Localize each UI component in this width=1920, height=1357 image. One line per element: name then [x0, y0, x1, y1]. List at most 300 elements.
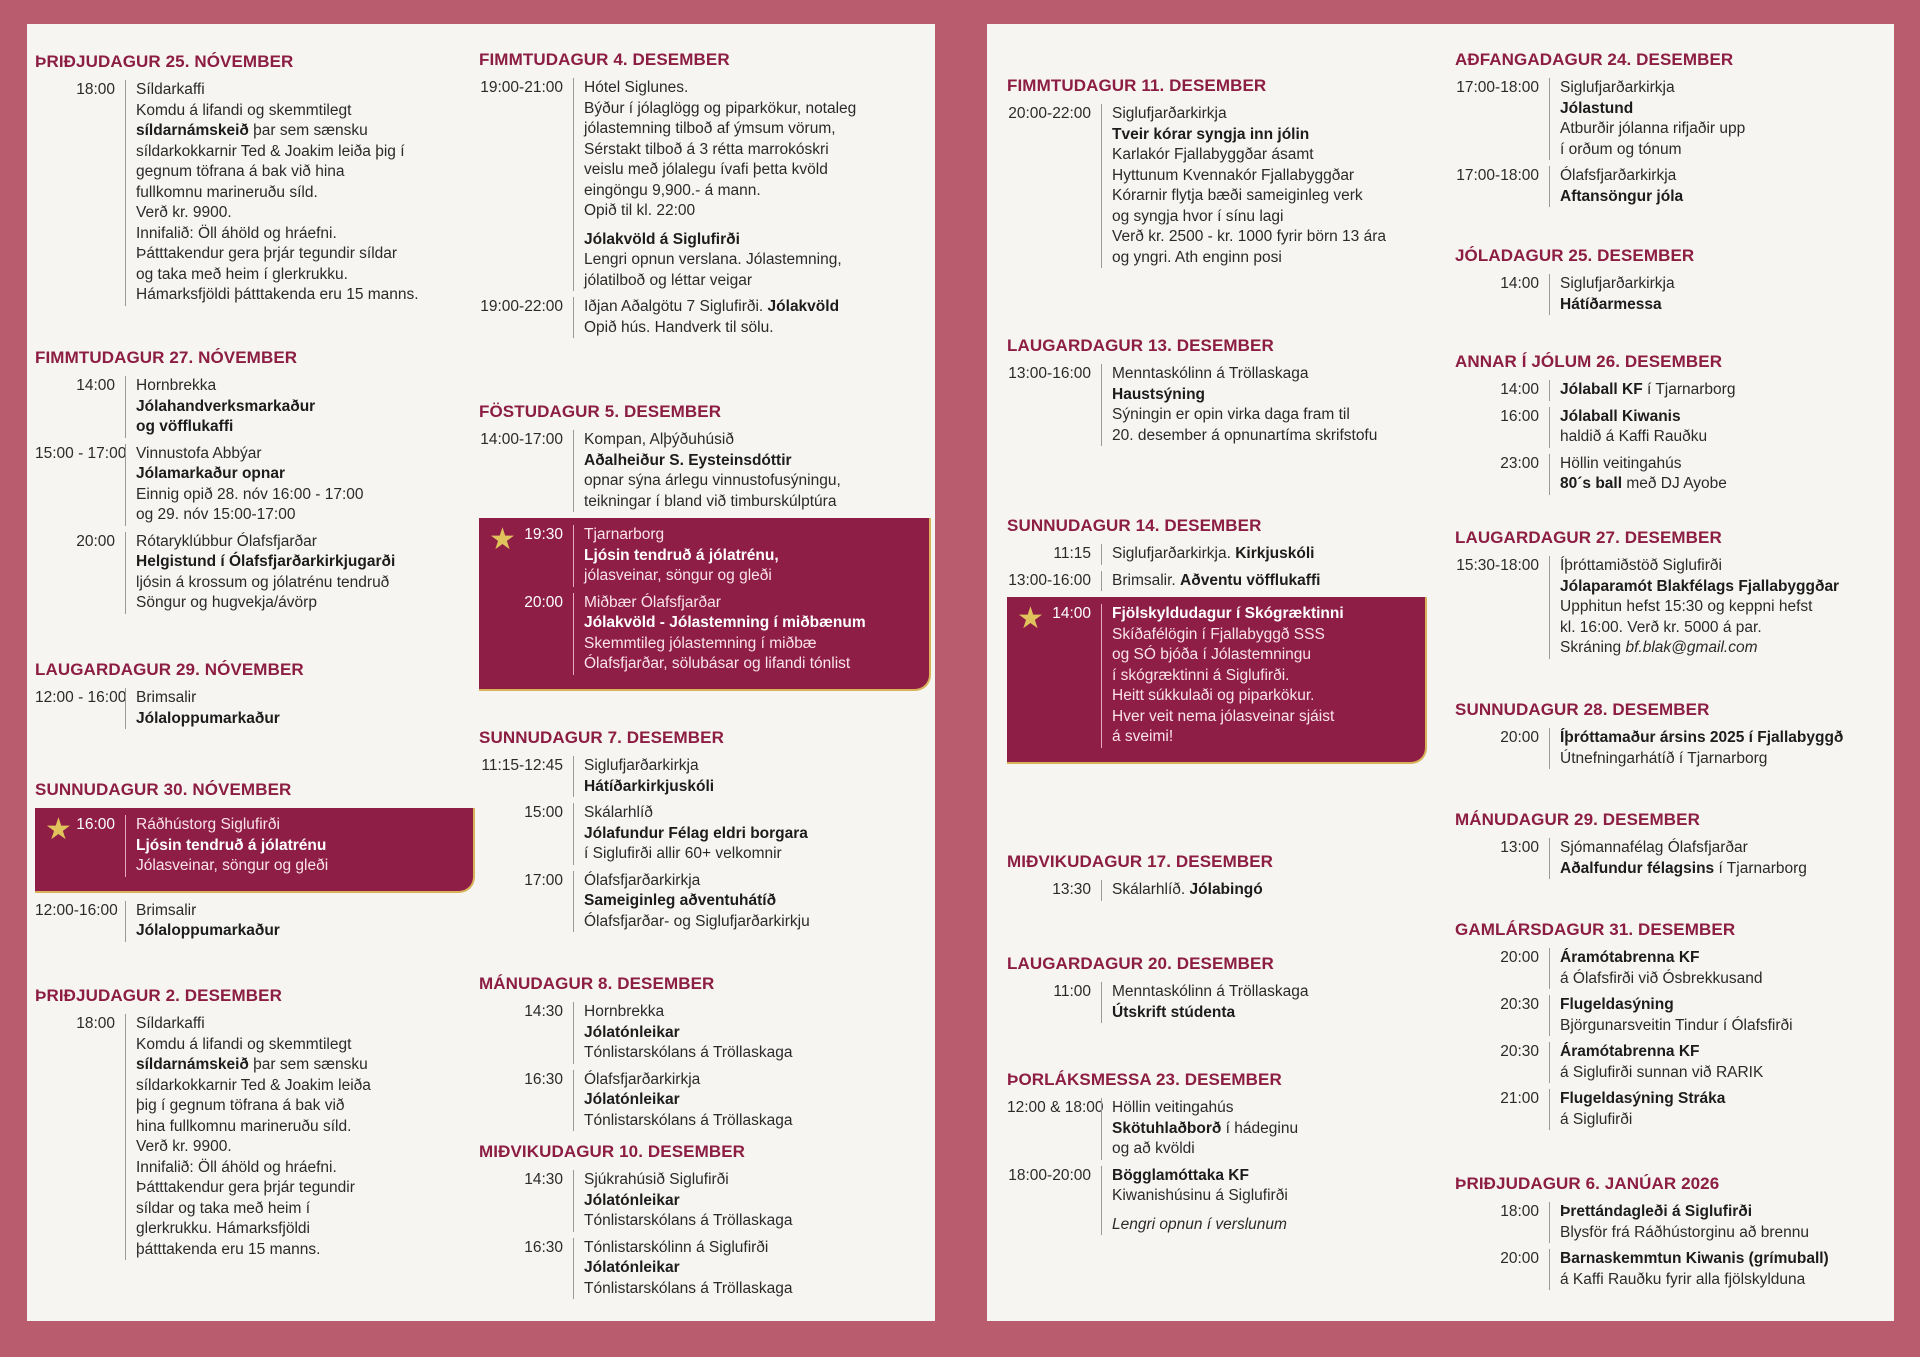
event-line [1112, 186, 1386, 207]
event-text: Brimsalir. [1112, 571, 1181, 589]
event-line [584, 1070, 793, 1091]
event-highlight-text: Aðalfundur félagsins [1560, 859, 1715, 877]
event-line [1112, 207, 1386, 228]
event-line [1560, 295, 1675, 316]
event-text: síldarkokkarnir Ted & Joakim leiða þig í [136, 142, 405, 160]
event-details [573, 1002, 793, 1064]
event-highlight-text: Jólastund [1560, 99, 1634, 117]
event-highlight-text: Bögglamóttaka KF [1112, 1166, 1249, 1184]
event-time: 12:00 - 16:00 [35, 689, 127, 706]
event [479, 593, 929, 675]
day-section [35, 52, 475, 312]
event-details [1101, 104, 1386, 268]
event-highlight-text: Jólabingó [1189, 881, 1263, 898]
day-section [479, 50, 931, 344]
event-line [1112, 727, 1344, 748]
event-details [1101, 880, 1263, 901]
event [1455, 407, 1885, 448]
event-text: Útnefningarhátíð í Tjarnarborg [1560, 749, 1768, 767]
day-title: FIMMTUDAGUR 11. DESEMBER [1007, 76, 1267, 95]
page-left [27, 24, 935, 1321]
event-time: 18:00 [76, 1015, 115, 1032]
event-time: 20:30 [1500, 1043, 1539, 1060]
event-line [584, 78, 856, 99]
event-text: 20. desember á opnunartíma skrifstofu [1112, 426, 1378, 444]
event-line [1560, 969, 1762, 990]
event-text: Miðbær Ólafsfjarðar [584, 593, 721, 611]
event [35, 532, 475, 614]
event-time: 20:30 [1500, 996, 1539, 1013]
event-line [1560, 1016, 1793, 1037]
event-text: jólasveinar, söngur og gleði [584, 567, 772, 584]
event-text: bf.blak@gmail.com [1625, 639, 1758, 656]
event-details [573, 78, 856, 291]
event-details [573, 430, 841, 512]
event-text: Ólafsfjarðarkirkja [1560, 167, 1677, 184]
day-title: LAUGARDAGUR 29. NÓVEMBER [35, 660, 304, 679]
event-text: Iðjan Aðalgötu 7 Siglufirði. [584, 298, 768, 315]
event-text: og yngri. Ath enginn posi [1112, 248, 1282, 266]
event-line [584, 222, 856, 230]
event [1007, 880, 1427, 901]
event-highlight-text: Jólaloppumarkaður [136, 922, 280, 939]
event-details [573, 525, 779, 587]
event-time: 16:30 [524, 1070, 563, 1088]
event [1007, 1166, 1427, 1236]
event [1007, 104, 1427, 268]
event-line [136, 224, 419, 245]
event-text: og SÓ bjóða í Jólastemningu [1112, 646, 1312, 663]
event-text: Höllin veitingahús [1560, 454, 1682, 472]
event-text: Höllin veitingahús [1112, 1099, 1234, 1116]
day-title: FÖSTUDAGUR 5. DESEMBER [479, 402, 722, 421]
event [1455, 1089, 1885, 1130]
event-highlight-text: Haustsýning [1112, 385, 1206, 403]
event-details [1101, 1098, 1298, 1160]
event-details [573, 803, 808, 865]
event-text: í orðum og tónum [1560, 140, 1682, 158]
event-details [573, 1170, 793, 1232]
event-line [584, 824, 808, 845]
event-highlight-text: Jólahandverksmarkaður [136, 397, 316, 415]
day-section [1455, 810, 1885, 885]
event-highlight-text: Jólaparamót Blakfélags Fjallabyggðar [1560, 577, 1840, 595]
event-time: 21:00 [1500, 1090, 1539, 1107]
event [1007, 364, 1427, 446]
day-title: SUNNUDAGUR 14. DESEMBER [1007, 516, 1262, 535]
event [479, 1170, 931, 1232]
day-title: LAUGARDAGUR 27. DESEMBER [1455, 528, 1722, 547]
event-line [136, 709, 280, 730]
event-highlight-text: Jólatónleikar [584, 1191, 680, 1209]
event-text: í Tjarnarborg [1642, 381, 1736, 398]
event [479, 525, 929, 587]
event-line [584, 1043, 793, 1064]
event-text: síldar og taka með heim í [136, 1199, 311, 1217]
event [479, 1238, 931, 1300]
event-text: Tjarnarborg [584, 526, 665, 543]
event-text: Hámarksfjöldi þátttakenda eru 15 manns. [136, 286, 419, 303]
event-time: 14:00 [1500, 275, 1539, 292]
event-text: með DJ Ayobe [1622, 475, 1727, 492]
event-time: 17:00-18:00 [1456, 167, 1539, 184]
day-section [35, 348, 475, 620]
event-line [1560, 427, 1707, 448]
event-line [136, 1035, 371, 1056]
event-line [1560, 380, 1735, 401]
event-line [136, 1055, 371, 1076]
event-details [1101, 364, 1377, 446]
event [1455, 838, 1885, 879]
event-text: Sjómannafélag Ólafsfjarðar [1560, 839, 1748, 856]
event-highlight-text: Jólakvöld - Jólastemning í miðbænum [584, 614, 866, 631]
event-highlight-text: Jólatónleikar [584, 1259, 680, 1276]
event-line [1112, 248, 1386, 269]
event-text: Menntaskólinn á Tröllaskaga [1112, 365, 1309, 382]
event-details [1549, 407, 1707, 448]
event-details [573, 1070, 793, 1132]
event-text: Verð kr. 9900. [136, 204, 232, 221]
event-highlight-text: Sameiginleg aðventuhátíð [584, 892, 777, 909]
event-line [136, 1219, 371, 1240]
event-details [1101, 1166, 1288, 1236]
event-text: eingöngu 9,900.- á mann. [584, 181, 761, 199]
event-details [1549, 728, 1843, 769]
event [1455, 728, 1885, 769]
event-text: Siglufjarðarkirkja [1560, 79, 1675, 96]
event [1007, 571, 1427, 592]
event-highlight-text: Íþróttamaður ársins 2025 í Fjallabyggð [1560, 729, 1844, 746]
event-line [1560, 99, 1745, 120]
event-line [136, 376, 315, 397]
event-time: 20:00-22:00 [1008, 105, 1091, 122]
event-line [584, 271, 856, 292]
event-line [1112, 544, 1314, 565]
event-text: Býður í jólaglögg og piparkökur, notaleg [584, 99, 857, 117]
event-text: þátttakenda eru 15 manns. [136, 1240, 321, 1258]
event-text: í Siglufirði allir 60+ velkomnir [584, 845, 782, 862]
event-line [1560, 454, 1727, 475]
event-line [1112, 707, 1344, 728]
highlight-box [35, 808, 475, 893]
event-line [1112, 604, 1344, 625]
event-details [573, 756, 714, 797]
event-highlight-text: Flugeldasýning [1560, 996, 1674, 1013]
event-line [584, 297, 839, 318]
event-line [136, 1137, 371, 1158]
page-right [987, 24, 1894, 1321]
event-details [573, 593, 866, 675]
event-highlight-text: síldarnámskeið [136, 1056, 249, 1073]
event-line [136, 397, 315, 418]
event-line [1560, 187, 1683, 208]
event-text: Síldarkaffi [136, 1015, 205, 1032]
event-line [1560, 618, 1839, 639]
event-line [584, 654, 866, 675]
event-text: Atburðir jólanna rifjaðir upp [1560, 120, 1746, 137]
day-title: MÁNUDAGUR 8. DESEMBER [479, 974, 715, 993]
event-text: Tónlistarskólinn á Siglufirði [584, 1238, 769, 1256]
event-line [584, 525, 779, 546]
event-line [136, 162, 419, 183]
event [479, 1002, 931, 1064]
event-highlight-text: Ljósin tendruð á jólatrénu [136, 836, 327, 854]
event [479, 871, 931, 933]
day-section [1007, 516, 1427, 764]
event-time: 13:30 [1052, 881, 1091, 898]
event [1455, 948, 1885, 989]
event-text: í hádeginu [1221, 1119, 1299, 1137]
event-line [136, 244, 419, 265]
event-highlight-text: Flugeldasýning Stráka [1560, 1090, 1726, 1107]
event-text: í skógræktinni á Siglufirði. [1112, 666, 1290, 684]
event-text: Íþróttamiðstöð Siglufirði [1560, 557, 1722, 574]
event-line [584, 160, 856, 181]
event-details [125, 815, 328, 877]
star-icon: ★ [489, 523, 516, 556]
event-text: kl. 16:00. Verð kr. 5000 á par. [1560, 618, 1762, 636]
event-details [125, 688, 280, 729]
event-line [584, 871, 810, 892]
event [35, 80, 475, 306]
day-title: MÁNUDAGUR 29. DESEMBER [1455, 810, 1700, 829]
event [479, 430, 931, 512]
event-text: þar sem sænsku [248, 122, 368, 139]
event-line [136, 573, 395, 594]
highlight-box [1007, 597, 1427, 764]
day-title: AÐFANGADAGUR 24. DESEMBER [1455, 50, 1734, 69]
event-details [125, 532, 395, 614]
event-line [1560, 1042, 1763, 1063]
event-line [1112, 125, 1386, 146]
day-title: SUNNUDAGUR 7. DESEMBER [479, 728, 724, 747]
event-details [1549, 556, 1839, 659]
event-time: 19:00-22:00 [480, 298, 563, 315]
event-line [1112, 666, 1344, 687]
event-text: Söngur og hugvekja/ávörp [136, 594, 317, 611]
event-line [136, 464, 364, 485]
event-time: 20:00 [76, 532, 115, 550]
event-details [125, 80, 419, 306]
event-text: Rótaryklúbbur Ólafsfjarðar [136, 532, 317, 550]
event-line [1560, 1202, 1809, 1223]
event-line [1112, 364, 1377, 385]
event-line [136, 593, 395, 614]
event-line [584, 1002, 793, 1023]
event-line [1112, 686, 1344, 707]
event-text: og 29. nóv 15:00-17:00 [136, 506, 296, 523]
event-line [584, 1279, 793, 1300]
event-line [136, 532, 395, 553]
event-text: Ólafsfjarðarkirkja [584, 871, 701, 889]
event-text: Siglufjarðarkirkja [1112, 105, 1227, 122]
event-line [136, 1076, 371, 1097]
event-line [1112, 385, 1377, 406]
event-time: 18:00-20:00 [1008, 1166, 1091, 1184]
spacer [35, 893, 475, 901]
event-line [1560, 749, 1843, 770]
event-line [1112, 405, 1377, 426]
event-line [1112, 166, 1386, 187]
event-text: Karlakór Fjallabyggðar ásamt [1112, 146, 1314, 163]
event-text: Innifalið: Öll áhöld og hráefni. [136, 1158, 337, 1176]
event-text: Hótel Siglunes. [584, 79, 689, 96]
event-line [584, 593, 866, 614]
event-line [584, 230, 856, 251]
event-time: 14:30 [524, 1171, 563, 1188]
event-time: 14:00 [1500, 381, 1539, 398]
event-text: hina fullkomnu marineruðu síld. [136, 1117, 352, 1135]
event-line [584, 99, 856, 120]
event-text: veislu með jólalegu ívafi þetta kvöld [584, 161, 828, 178]
event-text: Tónlistarskólans á Tröllaskaga [584, 1044, 793, 1061]
event-text: Upphitun hefst 15:30 og keppni hefst [1560, 598, 1813, 615]
day-title: GAMLÁRSDAGUR 31. DESEMBER [1455, 920, 1736, 939]
event-details [1549, 78, 1745, 160]
event-highlight-text: Hátíðarkirkjuskóli [584, 777, 715, 795]
event [1455, 556, 1885, 659]
event-line [136, 203, 419, 224]
event-highlight-text: Tveir kórar syngja inn jólin [1112, 125, 1310, 143]
event-line [1560, 1249, 1829, 1270]
event-line [1112, 1166, 1288, 1187]
event-line [584, 201, 856, 222]
event-text: Skálarhlíð [584, 804, 653, 821]
event-line [1560, 274, 1675, 295]
day-section [35, 660, 475, 735]
event-time: 14:30 [524, 1003, 563, 1020]
day-section [1455, 1174, 1885, 1296]
day-title: LAUGARDAGUR 20. DESEMBER [1007, 954, 1274, 973]
event-line [1560, 948, 1762, 969]
event-line [584, 181, 856, 202]
event-line [136, 142, 419, 163]
event-text: Vinnustofa Abbýar [136, 444, 262, 462]
day-title: ÞRIÐJUDAGUR 2. DESEMBER [35, 986, 282, 1005]
event [1455, 166, 1885, 207]
event-line [136, 1178, 371, 1199]
event-text: gegnum töfrana á bak við hina [136, 163, 345, 180]
event-time: 23:00 [1500, 454, 1539, 472]
event-line [584, 634, 866, 655]
event-line [1560, 1089, 1725, 1110]
event-details [1549, 1042, 1763, 1083]
event [1007, 1098, 1427, 1160]
event-text: í Tjarnarborg [1714, 859, 1807, 877]
event-time: 12:00-16:00 [35, 901, 118, 919]
event [479, 78, 931, 291]
event-details [1101, 982, 1308, 1023]
day-section [1455, 50, 1885, 213]
event-line [1560, 1110, 1725, 1131]
event-details [125, 376, 315, 438]
event-time: 15:00 - 17:00 [35, 444, 127, 462]
event-details [125, 901, 280, 942]
event-line [1112, 1098, 1298, 1119]
star-icon: ★ [45, 813, 72, 846]
event-highlight-text: Fjölskyldudagur í Skógræktinni [1112, 605, 1344, 622]
event-details [1549, 1249, 1829, 1290]
event-time: 19:00-21:00 [480, 79, 563, 96]
event-line [1560, 1223, 1809, 1244]
event-line [584, 430, 841, 451]
event-highlight-text: Kirkjuskóli [1235, 545, 1315, 562]
event [479, 1070, 931, 1132]
event-details [1549, 948, 1762, 989]
event-line [584, 912, 810, 933]
event-text: Ólafsfjarðar, sölubásar og lifandi tónlist [584, 655, 851, 672]
event [35, 444, 475, 526]
event [1455, 380, 1885, 401]
day-title: FIMMTUDAGUR 4. DESEMBER [479, 50, 730, 69]
day-title: SUNNUDAGUR 28. DESEMBER [1455, 700, 1710, 719]
event-time: 17:00 [524, 871, 563, 889]
event-details [1549, 1089, 1725, 1130]
event-line [584, 844, 808, 865]
event-text: Björgunarsveitin Tindur í Ólafsfirði [1560, 1016, 1793, 1034]
event-text: ljósin á krossum og jólatrénu tendruð [136, 573, 390, 591]
event-line [584, 1170, 793, 1191]
event-text: Tónlistarskólans á Tröllaskaga [584, 1279, 793, 1297]
event-line [1112, 571, 1320, 592]
highlight-box [479, 518, 931, 691]
event-line [136, 1199, 371, 1220]
event-time: 11:15 [1053, 545, 1091, 562]
event-time: 15:00 [524, 804, 563, 821]
day-title: MIÐVIKUDAGUR 10. DESEMBER [479, 1142, 746, 1161]
event-details [1101, 604, 1344, 748]
event-line [584, 756, 714, 777]
event [479, 297, 931, 338]
event-text: og taka með heim í glerkrukku. [136, 265, 348, 283]
event-time: 11:15-12:45 [481, 757, 563, 774]
event-line [584, 492, 841, 513]
event-line [1112, 645, 1344, 666]
event-time: 20:00 [524, 593, 563, 611]
event-text: Þátttakendur gera þrjár tegundir [136, 1179, 355, 1196]
event-time: 17:00-18:00 [1456, 79, 1539, 96]
event-highlight-text: Útskrift stúdenta [1112, 1003, 1236, 1021]
event-line [1112, 426, 1377, 447]
event-text: Komdu á lifandi og skemmtilegt [136, 1035, 352, 1053]
event [479, 756, 931, 797]
event-time: 16:00 [1500, 407, 1539, 425]
event-details [1549, 995, 1793, 1036]
event-line [1560, 119, 1745, 140]
event-line [136, 101, 419, 122]
event-line [136, 505, 364, 526]
event-time: 11:00 [1053, 983, 1091, 1000]
event-highlight-text: Ljósin tendruð á jólatrénu, [584, 546, 779, 564]
event-text: Sjúkrahúsið Siglufirði [584, 1171, 729, 1188]
event-line [1560, 838, 1807, 859]
day-section [479, 728, 931, 938]
day-title: JÓLADAGUR 25. DESEMBER [1455, 246, 1695, 265]
day-title: FIMMTUDAGUR 27. NÓVEMBER [35, 348, 298, 367]
event-details [1549, 838, 1807, 879]
day-title: ANNAR Í JÓLUM 26. DESEMBER [1455, 352, 1723, 371]
event-line [1560, 407, 1707, 428]
event-line [1560, 166, 1683, 187]
event-highlight-text: Jólatónleikar [584, 1023, 680, 1041]
event-line [1112, 1207, 1288, 1215]
event [1455, 78, 1885, 160]
event-line [136, 444, 364, 465]
day-section [1455, 528, 1885, 665]
event-line [136, 121, 419, 142]
event-text: Siglufjarðarkirkja [1560, 275, 1675, 292]
event-text: Siglufjarðarkirkja [584, 757, 699, 774]
